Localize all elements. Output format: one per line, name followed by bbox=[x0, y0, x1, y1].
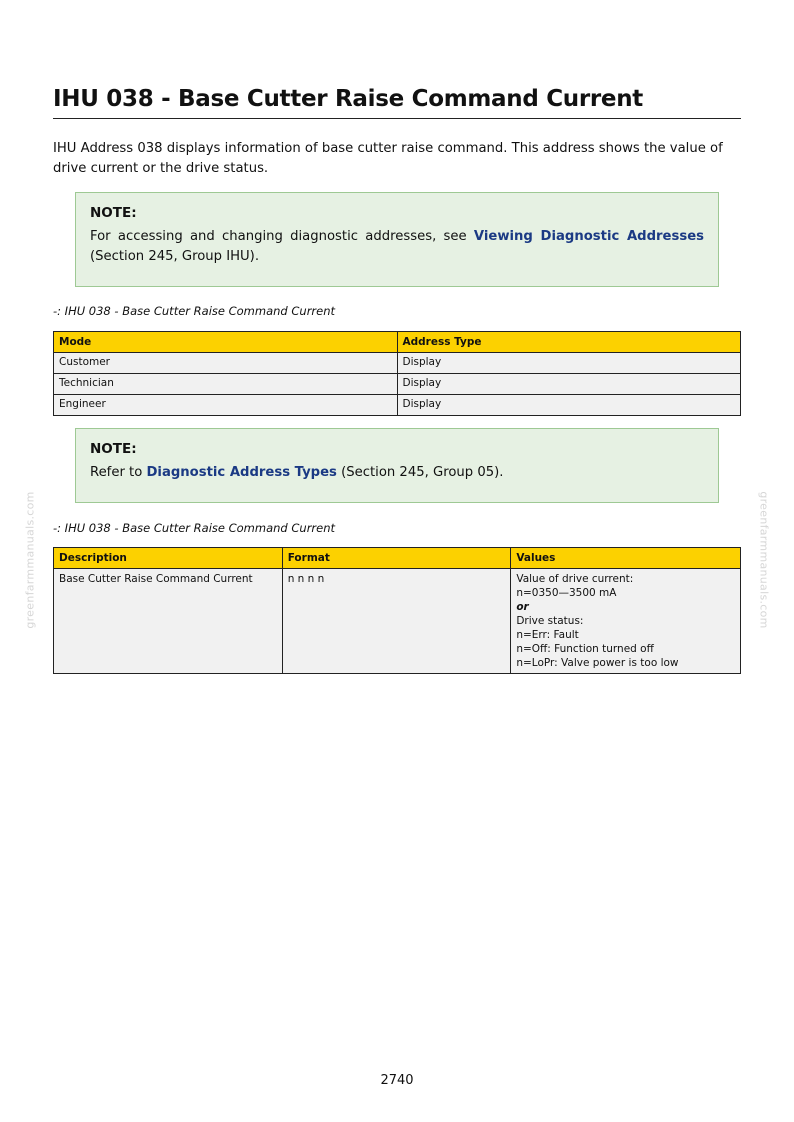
description-cell: Base Cutter Raise Command Current bbox=[54, 569, 283, 674]
column-header-values: Values bbox=[511, 548, 741, 569]
mode-cell: Engineer bbox=[54, 395, 398, 416]
values-line: n=Off: Function turned off bbox=[516, 643, 654, 655]
note-heading: NOTE: bbox=[90, 441, 137, 457]
values-cell bbox=[511, 569, 741, 674]
values-line: n=Err: Fault bbox=[516, 629, 579, 641]
watermark-right: greenfarmmanuals.com bbox=[757, 491, 771, 629]
table-row bbox=[54, 395, 741, 416]
page-title: IHU 038 - Base Cutter Raise Command Current bbox=[53, 86, 741, 119]
values-or: or bbox=[516, 601, 529, 613]
note-text bbox=[90, 463, 704, 483]
table-caption: -: IHU 038 - Base Cutter Raise Command Current bbox=[53, 304, 336, 318]
column-header-address-type: Address Type bbox=[397, 332, 741, 353]
note-text-before: For accessing and changing diagnostic addresses, see bbox=[90, 229, 474, 244]
mode-address-type-table bbox=[53, 331, 741, 416]
table-caption: -: IHU 038 - Base Cutter Raise Command Current bbox=[53, 521, 336, 535]
note-text-after: (Section 245, Group 05). bbox=[336, 465, 504, 480]
description-format-values-table bbox=[53, 547, 741, 674]
table-row bbox=[54, 374, 741, 395]
note-text bbox=[90, 227, 704, 266]
table-header-row bbox=[54, 548, 741, 569]
column-header-format: Format bbox=[282, 548, 511, 569]
values-line: Drive status: bbox=[516, 615, 584, 627]
watermark-left: greenfarmmanuals.com bbox=[23, 491, 37, 629]
note-text-after: (Section 245, Group IHU). bbox=[90, 248, 260, 264]
diagnostic-address-types-link[interactable]: Diagnostic Address Types bbox=[146, 465, 337, 480]
note-heading: NOTE: bbox=[90, 205, 137, 221]
viewing-diagnostic-addresses-link[interactable]: Viewing Diagnostic Addresses bbox=[473, 229, 704, 244]
values-line: Value of drive current: bbox=[516, 573, 634, 585]
table-row bbox=[54, 569, 741, 674]
note-box-viewing-addresses bbox=[75, 192, 719, 287]
table-row bbox=[54, 353, 741, 374]
intro-paragraph: IHU Address 038 displays information of base cutter raise command. This address shows the value of drive current or the drive status. bbox=[53, 141, 723, 176]
address-type-cell: Display bbox=[397, 395, 741, 416]
page-number: 2740 bbox=[380, 1073, 414, 1088]
values-line: n=0350—3500 mA bbox=[516, 587, 617, 599]
column-header-mode: Mode bbox=[54, 332, 398, 353]
address-type-cell: Display bbox=[397, 353, 741, 374]
format-cell: n n n n bbox=[282, 569, 511, 674]
column-header-description: Description bbox=[54, 548, 283, 569]
address-type-cell: Display bbox=[397, 374, 741, 395]
mode-cell: Technician bbox=[54, 374, 398, 395]
note-box-address-types bbox=[75, 428, 719, 503]
note-text-before: Refer to bbox=[90, 465, 147, 480]
mode-cell: Customer bbox=[54, 353, 398, 374]
values-line: n=LoPr: Valve power is too low bbox=[516, 657, 679, 669]
table-header-row bbox=[54, 332, 741, 353]
